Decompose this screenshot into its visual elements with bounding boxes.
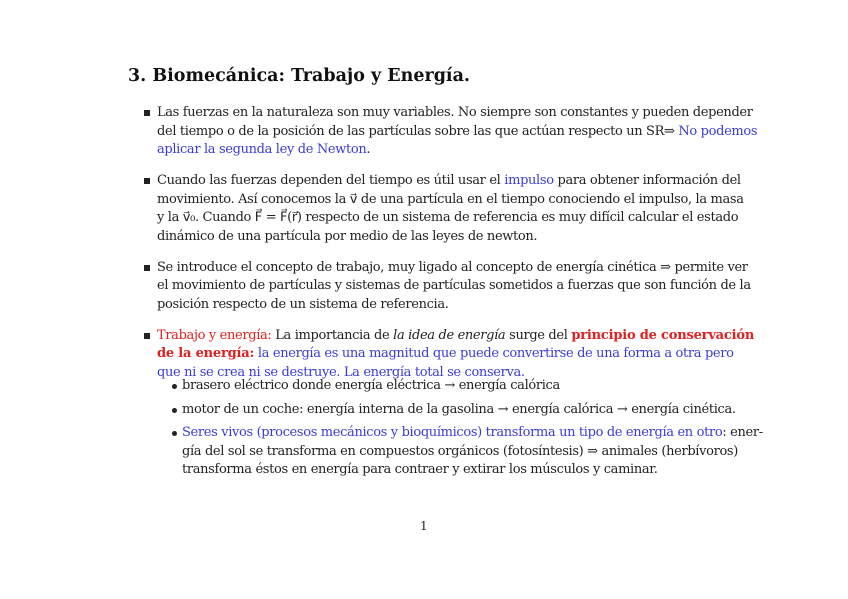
text-line: [182, 424, 763, 443]
section-title: 3. Biomecánica: Trabajo y Energía.: [128, 66, 471, 86]
highlight-text: Trabajo y energía:: [157, 327, 272, 343]
bullet-square-icon: [144, 333, 150, 339]
bullet-list: [157, 104, 758, 395]
bullet-item: [157, 327, 755, 383]
page-number: 1: [420, 519, 428, 533]
text-line: [157, 123, 758, 142]
bullet-item: [157, 104, 758, 160]
text-fragment: .: [366, 142, 371, 157]
text-line: Las fuerzas en la naturaleza son muy variables. No siempre son constantes y pueden depender: [157, 105, 753, 120]
highlight-text: impulso: [504, 173, 554, 188]
text-fragment: Cuando las fuerzas dependen del tiempo es útil usar el: [157, 173, 501, 188]
emphasis-text: de la energía:: [157, 346, 255, 361]
bullet-square-icon: [144, 178, 150, 184]
text-line: transforma éstos en energía para contraer y extirar los músculos y caminar.: [182, 462, 658, 477]
highlight-text: No podemos: [678, 123, 758, 139]
text-line: Se introduce el concepto de trabajo, muy ligado al concepto de energía cinética ⇒ permite ver: [157, 259, 748, 275]
italic-text: la idea de energía: [393, 327, 506, 343]
text-line: dinámico de una partícula por medio de las leyes de newton.: [157, 228, 538, 244]
sub-item: [182, 377, 727, 396]
text-fragment: para obtener información del: [557, 173, 741, 188]
sub-item: [182, 424, 763, 480]
text-line: que ni se crea ni se destruye. La energía total se conserva.: [157, 364, 525, 380]
text-line: [157, 172, 741, 191]
text-line: posición respecto de un sistema de referencia.: [157, 296, 449, 312]
text-fragment: surge del: [509, 327, 568, 343]
highlight-text: Seres vivos (procesos mecánicos y bioquímicos) transforma un tipo de energía en otro: [182, 425, 723, 440]
highlight-text: la energía es una magnitud que puede convertirse de una forma a otra pero: [257, 346, 734, 361]
text-line: brasero eléctrico donde energía eléctrica → energía calórica: [182, 378, 560, 393]
bullet-square-icon: [144, 265, 150, 271]
text-line: movimiento. Así conocemos la v⃗ de una partícula en el tiempo conociendo el impulso, la masa: [157, 191, 744, 207]
text-line: [157, 141, 723, 160]
text-line: [157, 327, 755, 346]
text-fragment: La importancia de: [275, 327, 390, 343]
text-line: gía del sol se transforma en compuestos orgánicos (fotosíntesis) ⇒ animales (herbívoros): [182, 443, 738, 459]
text-line: y la v⃗₀. Cuando F⃗ = F⃗(r⃗) respecto de un sistema de referencia es muy difícil calcular el estado: [157, 210, 739, 225]
text-line: motor de un coche: energía interna de la gasolina → energía calórica → energía cinética.: [182, 401, 736, 417]
emphasis-text: principio de conservación: [571, 327, 755, 343]
text-line: [157, 345, 734, 364]
bullet-item: [157, 172, 744, 246]
bullet-square-icon: [144, 110, 150, 116]
text-fragment: : ener-: [722, 425, 763, 440]
highlight-text: aplicar la segunda ley de Newton: [157, 142, 367, 157]
sub-item: [182, 401, 736, 420]
text-line: el movimiento de partículas y sistemas de partículas sometidos a fuerzas que son función de la: [157, 278, 751, 293]
text-fragment: del tiempo o de la posición de las partículas sobre las que actúan respecto un SR⇒: [157, 123, 675, 139]
bullet-dot-icon: [172, 384, 177, 389]
sub-list: [182, 377, 763, 485]
bullet-item: [157, 259, 751, 315]
bullet-dot-icon: [172, 431, 177, 436]
bullet-dot-icon: [172, 408, 177, 413]
